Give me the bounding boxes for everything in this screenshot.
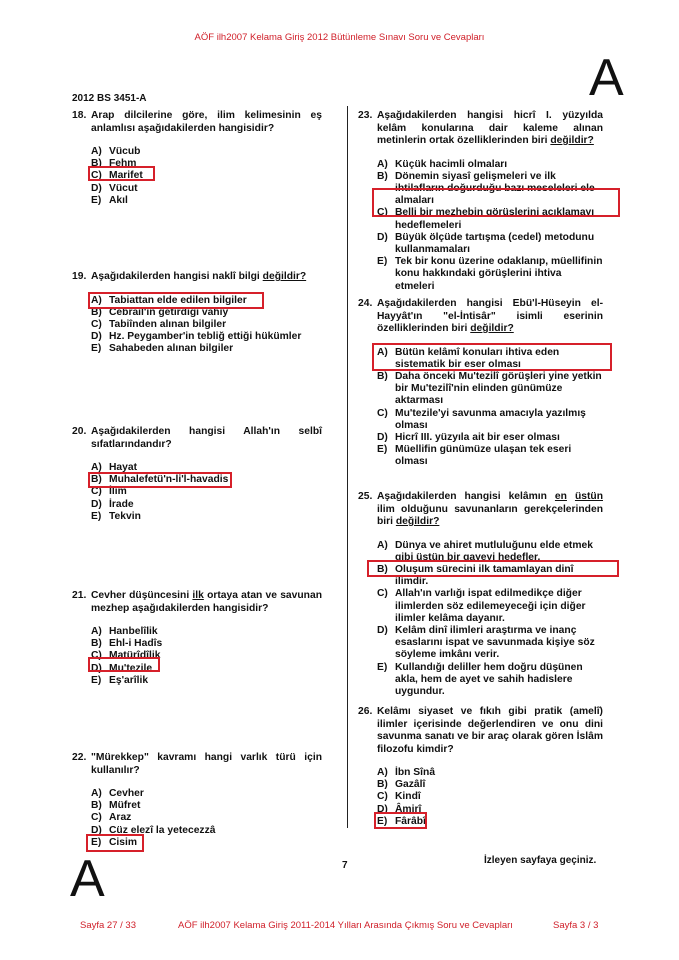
option-c[interactable]: C) Marifet <box>91 170 143 182</box>
option-c[interactable]: C) Kindî <box>377 791 421 803</box>
question-25: 25. Aşağıdakilerden hangisi kelâmın en üstün ilim olduğunu savunanların gerekçelerinden biri değildir? A) Dünya ve ahiret mutluluğunu elde etmek gibi üstün bir gayeyi hedefler. B) Oluşum sürecini ilk tamamlayan dinî ilimdir. C) Allah'ın varlığı ispat edilmedikçe diğer ilimlerden söz edilemeyeceği için diğer ilimler kelâma dayanır. D) Kelâm dinî ilimleri araştırma ve inanç esaslarını ispat ve savunmada kişiye söz söyleme imkânı verir. E) Kullandığı deliller hem doğru düşünen akla, hem de ayet ve sahih hadislere uygundur. <box>358 491 603 697</box>
option-e[interactable]: E) Sahabeden alınan bilgiler <box>91 343 234 355</box>
option-e[interactable]: E) Müellifin günümüze ulaşan tek eseri olması <box>377 444 572 468</box>
question-stem: Aşağıdakilerden hangisi hicrî I. yüzyılda kelâm konularına dair kaleme alınan metinlerin ortak özelliklerinden biri değildir? <box>377 110 603 146</box>
question-stem: Aşağıdakilerden hangisi naklî bilgi değildir? <box>91 271 307 282</box>
option-a[interactable]: A) Vücub <box>91 146 141 157</box>
option-a[interactable]: A) Hayat <box>91 462 138 473</box>
option-b[interactable]: B) Muhalefetü'n-li'l-havadis <box>91 474 229 486</box>
option-e[interactable]: E) Cisim <box>91 836 138 848</box>
option-b[interactable]: B) Gazâlî <box>377 779 426 791</box>
option-c[interactable]: C) Mu'tezile'yi savunma amacıyla yazılmış olması <box>377 407 586 431</box>
option-d[interactable]: D) Vücut <box>91 182 138 194</box>
footer-center: AÖF ilh2007 Kelama Giriş 2011-2014 Yılları Arasında Çıkmış Soru ve Cevapları <box>178 920 513 931</box>
question-24: 24. Aşağıdakilerden hangisi Ebü'l-Hüseyin el-Hayyât'ın "el-İntisâr" isimli eserinin özelliklerinden biri değildir? A) Bütün kelâmî konuları ihtiva eden sistematik bir eser olması B) Daha önceki Mu'tezilî görüşleri yine yetkin bir Mu'tezilî'nin elinden günümüze aktarması C) Mu'tezile'yi savunma amacıyla yazılmış olması D) Hicrî III. yüzyıla ait bir eser olması E) Müellifin günümüze ulaşan tek eseri olması <box>358 298 603 468</box>
footer-right: Sayfa 3 / 3 <box>553 920 599 931</box>
option-b[interactable]: B) Daha önceki Mu'tezilî görüşleri yine yetkin bir Mu'tezilî'nin elinden günümüze aktarması <box>377 370 602 407</box>
question-26: 26. Kelâmı siyaset ve fıkıh gibi pratik (amelî) ilimler içerisinde değerlendiren ve onu dini savunma sanatı ve bir araç olarak gören İslâm filozofu kimdir? A) İbn Sînâ B) Gazâlî C) Kindî D) Âmirî E) Fârâbî <box>358 706 603 827</box>
question-18: 18. Arap dilcilerine göre, ilim kelimesinin eş anlamlısı aşağıdakilerden hangisidir? A) Vücub B) Fehm C) Marifet D) Vücut E) Akıl <box>72 110 322 206</box>
question-23: 23. Aşağıdakilerden hangisi hicrî I. yüzyılda kelâm konularına dair kaleme alınan metinlerin ortak özelliklerinden biri değildir? A) Küçük hacimli olmaları B) Dönemin siyasî gelişmeleri ve ilk ihtilafların doğurduğu bazı meseleleri ele almaları C) Belli bir mezhebin görüşlerini açıklamayı hedeflemeleri D) Büyük ölçüde tartışma (cedel) metodunu kullanmamaları E) Tek bir konu üzerine odaklanıp, müellifinin konu hakkındaki görüşlerini ihtiva etmeleri <box>358 110 603 292</box>
option-c[interactable]: C) Allah'ın varlığı ispat edilmedikçe diğer ilimlerden söz edilemeyeceği için diğer ilimler kelâma dayanır. <box>377 588 586 624</box>
option-a[interactable]: A) Hanbelîlik <box>91 626 158 637</box>
option-d[interactable]: D) Büyük ölçüde tartışma (cedel) metodunu kullanmamaları <box>377 231 595 255</box>
option-e[interactable]: E) Eş'arîlik <box>91 674 149 686</box>
option-a[interactable]: A) İbn Sînâ <box>377 767 436 778</box>
option-d[interactable]: D) Mu'tezile <box>91 662 153 674</box>
option-a[interactable]: A) Tabiattan elde edilen bilgiler <box>91 294 247 306</box>
option-c[interactable]: C) Araz <box>91 812 132 824</box>
question-stem: Arap dilcilerine göre, ilim kelimesinin eş anlamlısı aşağıdakilerden hangisidir? <box>91 110 322 134</box>
option-b[interactable]: B) Oluşum sürecini ilk tamamlayan dinî ilimdir. <box>377 563 574 588</box>
option-c[interactable]: C) Belli bir mezhebin görüşlerini açıklamayı hedeflemeleri <box>377 207 595 231</box>
option-e[interactable]: E) Kullandığı deliller hem doğru düşünen akla, hem de ayet ve sahih hadislere uygundur. <box>377 661 583 697</box>
page-number: 7 <box>342 860 348 871</box>
option-d[interactable]: D) İrade <box>91 498 134 510</box>
option-e[interactable]: E) Tek bir konu üzerine odaklanıp, müellifinin konu hakkındaki görüşlerini ihtiva etmeleri <box>377 256 603 292</box>
next-page-note: İzleyen sayfaya geçiniz. <box>484 855 597 866</box>
option-a[interactable]: A) Küçük hacimli olmaları <box>377 158 508 170</box>
booklet-letter-top: A <box>589 49 624 107</box>
option-c[interactable]: C) Matürîdîlik <box>91 650 161 662</box>
option-a[interactable]: A) Bütün kelâmî konuları ihtiva eden sistematik bir eser olması <box>377 346 560 370</box>
page-header-title: AÖF ilh2007 Kelama Giriş 2012 Bütünleme Sınavı Soru ve Cevapları <box>194 32 485 43</box>
question-stem: "Mürekkep" kavramı hangi varlık türü için kullanılır? <box>91 752 322 776</box>
option-b[interactable]: B) Fehm <box>91 158 137 170</box>
footer-left: Sayfa 27 / 33 <box>80 920 136 931</box>
option-e[interactable]: E) Tekvin <box>91 510 141 522</box>
question-21: 21. Cevher düşüncesini ilk ortaya atan ve savunan mezhep aşağıdakilerden hangisidir? A) Hanbelîlik B) Ehl-i Hadîs C) Matürîdîlik D) Mu'tezile E) Eş'arîlik <box>72 590 322 686</box>
option-e[interactable]: E) Fârâbî <box>377 815 426 827</box>
option-c[interactable]: C) Tabiînden alınan bilgiler <box>91 318 227 330</box>
option-d[interactable]: D) Hz. Peygamber'in tebliğ ettiği hükümler <box>91 331 302 343</box>
option-b[interactable]: B) Ehl-i Hadîs <box>91 638 163 650</box>
question-stem: Kelâmı siyaset ve fıkıh gibi pratik (amelî) ilimler içerisinde değerlendiren ve onu dini savunma sanatı ve bir araç olarak gören İslâm filozofu kimdir? <box>377 706 603 755</box>
question-stem: Aşağıdakilerden hangisi kelâmın en üstün ilim olduğunu savunanların gerekçelerinden biri değildir? <box>377 491 603 527</box>
option-b[interactable]: B) Dönemin siyasî gelişmeleri ve ilk ihtilafların doğurduğu bazı meseleleri ele almaları <box>377 170 595 207</box>
exam-code: 2012 BS 3451-A <box>72 93 147 104</box>
option-c[interactable]: C) İlim <box>91 486 127 498</box>
option-d[interactable]: D) Hicrî III. yüzyıla ait bir eser olması <box>377 431 560 443</box>
option-b[interactable]: B) Müfret <box>91 800 141 812</box>
booklet-letter-bottom: A <box>70 850 105 908</box>
option-e[interactable]: E) Akıl <box>91 194 128 206</box>
option-a[interactable]: A) Dünya ve ahiret mutluluğunu elde etmek gibi üstün bir gayeyi hedefler. <box>377 539 593 563</box>
option-b[interactable]: B) Cebrail'in getirdiği vahiy <box>91 306 229 318</box>
column-divider <box>347 106 348 828</box>
question-stem: Cevher düşüncesini ilk ortaya atan ve savunan mezhep aşağıdakilerden hangisidir? <box>91 590 322 614</box>
question-22: 22. "Mürekkep" kavramı hangi varlık türü için kullanılır? A) Cevher B) Müfret C) Araz D) Cüz elezî la yetecezzâ E) Cisim <box>72 752 322 848</box>
option-d[interactable]: D) Cüz elezî la yetecezzâ <box>91 824 216 836</box>
option-d[interactable]: D) Kelâm dinî ilimleri araştırma ve inanç esaslarını ispat ve savunmada kişiye söz söyleme imkânı verir. <box>377 624 595 661</box>
question-stem: Aşağıdakilerden hangisi Allah'ın selbî sıfatlarındandır? <box>91 426 322 450</box>
question-20: 20. Aşağıdakilerden hangisi Allah'ın selbî sıfatlarındandır? A) Hayat B) Muhalefetü'n-li'l-havadis C) İlim D) İrade E) Tekvin <box>72 426 322 522</box>
option-a[interactable]: A) Cevher <box>91 788 144 799</box>
question-19: 19. Aşağıdakilerden hangisi naklî bilgi değildir? A) Tabiattan elde edilen bilgiler B) Cebrail'in getirdiği vahiy C) Tabiînden alınan bilgiler D) Hz. Peygamber'in tebliğ ettiği hükümler E) Sahabeden alınan bilgiler <box>72 271 322 356</box>
question-stem: Aşağıdakilerden hangisi Ebü'l-Hüseyin el-Hayyât'ın "el-İntisâr" isimli eserinin özelliklerinden biri değildir? <box>377 298 603 334</box>
option-d[interactable]: D) Âmirî <box>377 803 422 815</box>
